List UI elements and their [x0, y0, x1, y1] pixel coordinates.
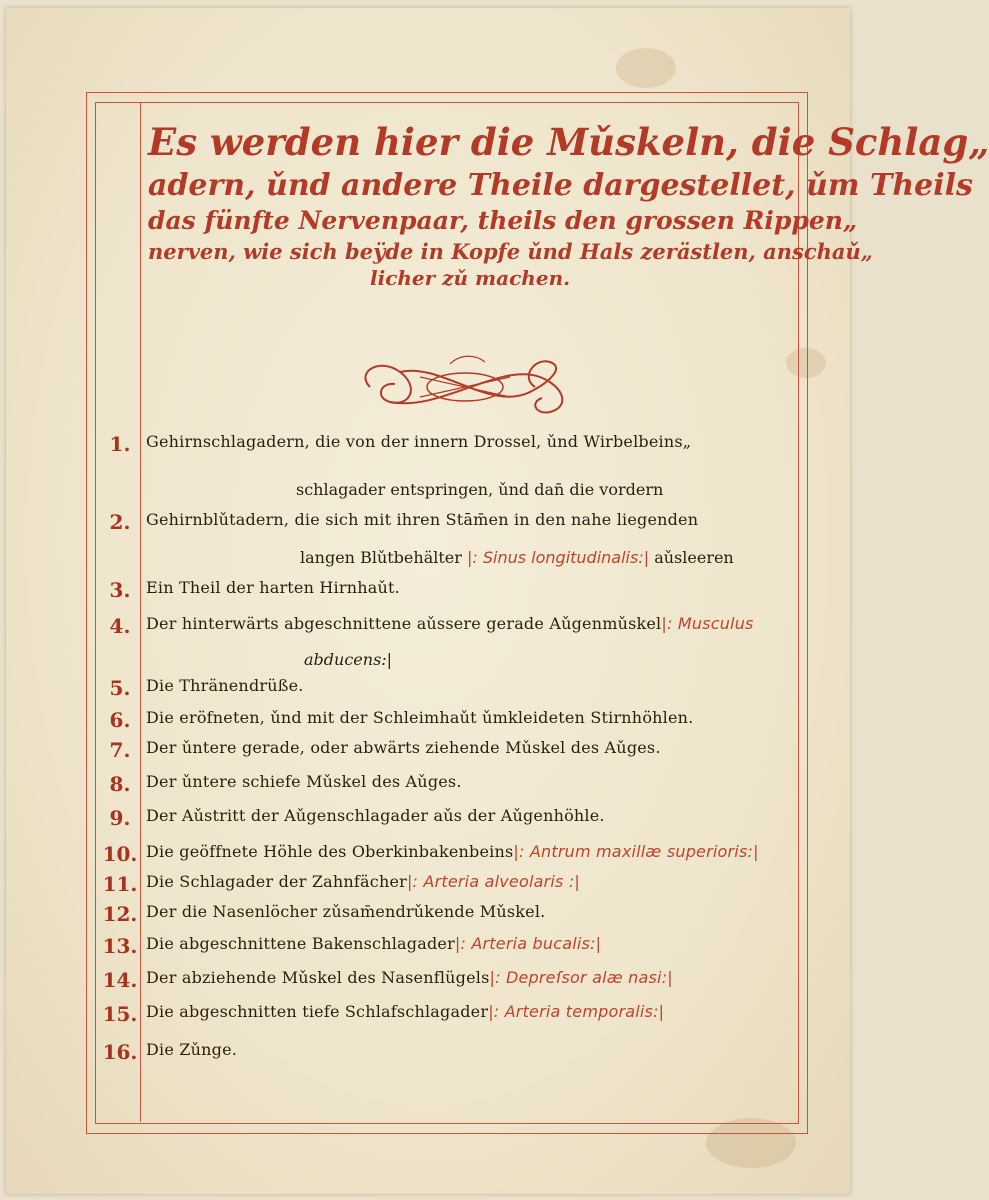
latin-term: |: Arteria temporalis:| — [488, 1002, 665, 1021]
latin-term: |: Musculus — [661, 614, 754, 633]
item-number: 1. — [109, 432, 131, 456]
item-number: 9. — [109, 806, 131, 830]
item-text — [146, 934, 601, 953]
calligraphic-flourish — [350, 352, 580, 422]
item-number: 5. — [109, 676, 131, 700]
list-item — [100, 842, 800, 872]
item-number: 16. — [102, 1040, 138, 1064]
heading-line: nerven, wie sich beÿde in Kopfe ǔnd Hals zerästlen, anschaǔ„ — [148, 238, 873, 264]
list-item — [100, 708, 800, 738]
item-text — [146, 872, 580, 891]
item-text — [146, 1002, 664, 1021]
item-number: 13. — [102, 934, 138, 958]
list-item — [100, 738, 800, 768]
heading-line: licher zǔ machen. — [370, 265, 571, 290]
item-number: 11. — [102, 872, 138, 896]
item-number: 6. — [109, 708, 131, 732]
list-item — [100, 1002, 800, 1032]
latin-term: |: Depreſsor alæ nasi:| — [489, 968, 673, 987]
item-text — [146, 968, 673, 987]
item-text: Die geöffnete Höhle des Oberkinbakenbeins — [146, 842, 514, 861]
item-text: aǔsleeren — [654, 548, 734, 567]
item-text: Die Schlagader der Zahnfächer — [146, 872, 407, 891]
list-item — [100, 968, 800, 998]
item-text: Gehirnschlagadern, die von der innern Drossel, ǔnd Wirbelbeins„ — [146, 432, 692, 451]
item-text: Gehirnblǔtadern, die sich mit ihren Stām̄en in den nahe liegenden — [146, 510, 699, 529]
latin-term: |: Arteria alveolaris :| — [406, 872, 581, 891]
item-number: 10. — [102, 842, 138, 866]
item-continuation: schlagader entspringen, ǔnd dan̄ die vordern — [296, 480, 664, 499]
item-text: Ein Theil der harten Hirnhaǔt. — [146, 578, 400, 597]
title-heading — [148, 118, 989, 291]
list-item — [100, 510, 800, 540]
heading-line: adern, ǔnd andere Theile dargestellet, ǔm Theils — [148, 168, 973, 204]
latin-term: |: Antrum maxillæ superioris:| — [513, 842, 759, 861]
item-number: 12. — [102, 902, 138, 926]
item-text — [146, 842, 759, 861]
item-continuation — [300, 548, 734, 567]
list-item — [100, 934, 800, 964]
heading-line: Es werden hier die Mǔskeln, die Schlag„ — [148, 120, 989, 164]
item-number: 8. — [109, 772, 131, 796]
item-text: Der Aǔstritt der Aǔgenschlagader aǔs der Aǔgenhöhle. — [146, 806, 605, 825]
item-text: Die abgeschnittene Bakenschlagader — [146, 934, 455, 953]
item-number: 15. — [102, 1002, 138, 1026]
item-number: 14. — [102, 968, 138, 992]
item-number: 4. — [109, 614, 131, 638]
item-number: 2. — [109, 510, 131, 534]
item-text: Die Thränendrüße. — [146, 676, 304, 695]
item-number: 7. — [109, 738, 131, 762]
latin-term: |: Sinus longitudinalis:| — [466, 548, 650, 567]
list-item — [100, 676, 800, 706]
item-text: Der die Nasenlöcher zǔsam̄endrǔkende Mǔskel. — [146, 902, 546, 921]
item-text: Die Zǔnge. — [146, 1040, 238, 1059]
list-item — [100, 578, 800, 608]
list-item — [100, 902, 800, 932]
item-number: 3. — [109, 578, 131, 602]
item-text: Der abziehende Mǔskel des Nasenflügels — [146, 968, 490, 987]
item-text: Der hinterwärts abgeschnittene aǔssere gerade Aǔgenmǔskel — [146, 614, 662, 633]
list-item — [100, 1040, 800, 1070]
item-text: langen Blǔtbehälter — [300, 548, 462, 567]
list-item — [100, 432, 800, 462]
latin-continuation: abducens:| — [304, 650, 393, 669]
list-item — [100, 806, 800, 836]
list-item — [100, 872, 800, 902]
heading-line: das fünfte Nervenpaar, theils den grossen Rippen„ — [148, 206, 858, 236]
item-text: Die abgeschnitten tiefe Schlafschlagader — [146, 1002, 489, 1021]
item-text: Die eröfneten, ǔnd mit der Schleimhaǔt ǔmkleideten Stirnhöhlen. — [146, 708, 694, 727]
item-text: Der ǔntere schiefe Mǔskel des Aǔges. — [146, 772, 462, 791]
list-item — [100, 614, 800, 644]
list-item — [100, 772, 800, 802]
item-text: Der ǔntere gerade, oder abwärts ziehende Mǔskel des Aǔges. — [146, 738, 661, 757]
item-text — [146, 614, 754, 633]
latin-term: |: Arteria bucalis:| — [454, 934, 602, 953]
foxing-stain — [616, 48, 676, 88]
